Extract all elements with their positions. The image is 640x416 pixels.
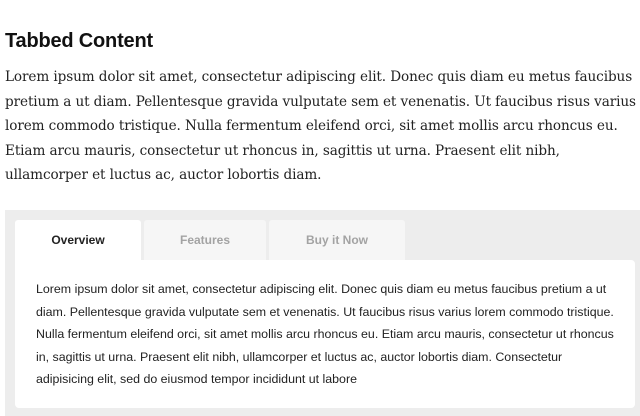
- tab-overview[interactable]: Overview: [15, 220, 141, 260]
- tab-bar: [15, 220, 408, 260]
- tab-panel-text: Lorem ipsum dolor sit amet, consectetur adipiscing elit. Donec quis diam eu metus faucibus pretium a ut diam. Pellentesque gravida vulputate sem et venenatis. Ut faucibus risus varius lorem commodo tristique. Nulla fermentum eleifend orci, sit amet mollis arcu rhoncus eu. Etiam arcu mauris, consectetur ut rhoncus in, sagittis ut urna. Praesent elit nibh, ullamcorper et luctus ac, auctor lobortis diam. Consectetur adipisicing elit, sed do eiusmod tempor incididunt ut labore: [36, 282, 614, 387]
- tab-panel-overview: [15, 260, 635, 408]
- intro-paragraph: Lorem ipsum dolor sit amet, consectetur adipiscing elit. Donec quis diam eu metus faucibus pretium a ut diam. Pellentesque gravida vulputate sem et venenatis. Ut faucibus risus varius lorem commodo tristique. Nulla fermentum eleifend orci, sit amet mollis arcu rhoncus eu. Etiam arcu mauris, consectetur ut rhoncus in, sagittis ut urna. Praesent elit nibh, ullamcorper et luctus ac, auctor lobortis diam.: [5, 69, 636, 183]
- tabs-widget: [5, 210, 640, 416]
- tab-buy-it-now[interactable]: Buy it Now: [269, 220, 405, 260]
- page-title: Tabbed Content: [5, 30, 153, 52]
- tab-features[interactable]: Features: [144, 220, 266, 260]
